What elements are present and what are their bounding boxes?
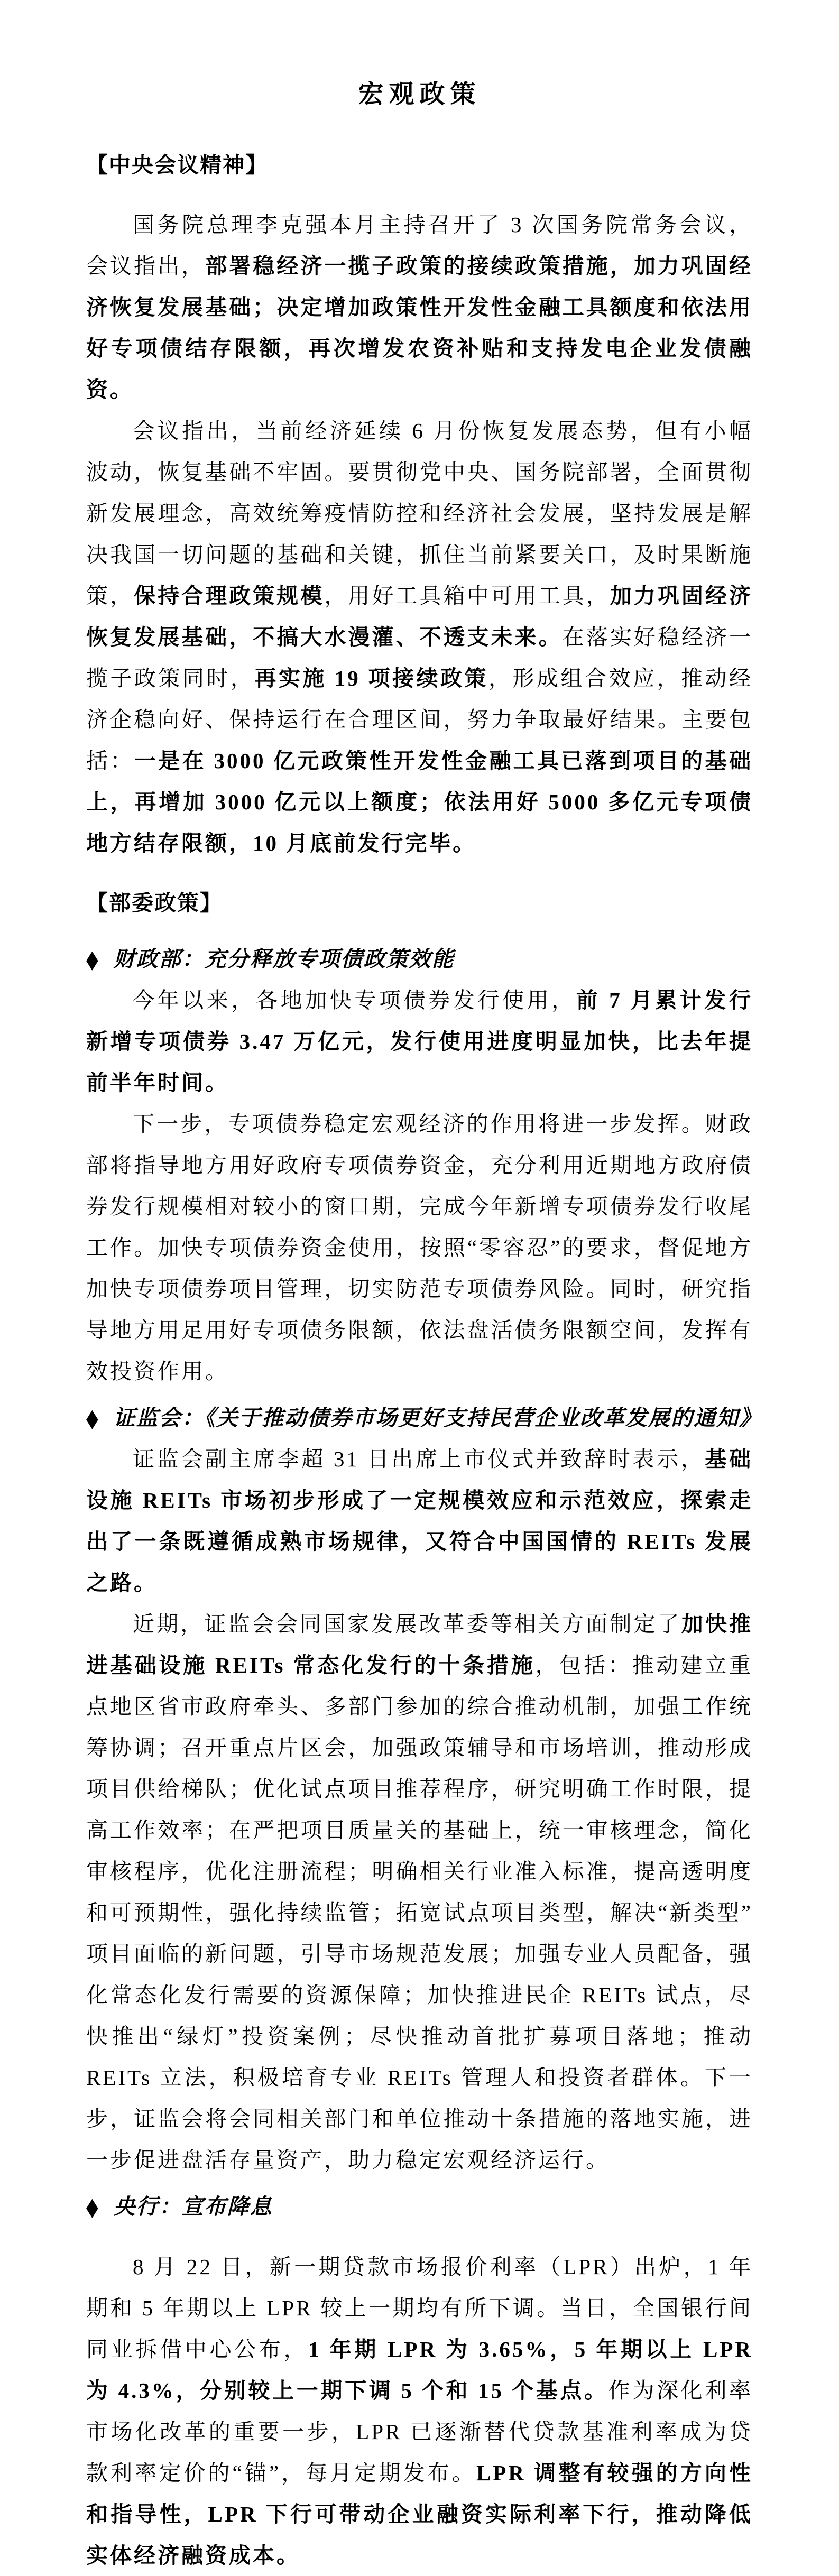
- page-title: 宏观政策: [358, 80, 481, 108]
- text-run: 部署稳经济一揽子政策的接续政策措施，加力巩固经济恢复发展基础；决定增加政策性开发性金融工具额度和依法用好专项债结存限额，再次增发农资补贴和支持发电企业发债融资。: [86, 254, 753, 402]
- bullet-heading-label: 央行：宣布降息: [113, 2194, 273, 2219]
- text-run: 保持合理政策规模: [134, 584, 325, 608]
- document-sections: [86, 144, 762, 2576]
- bullet-heading: [86, 938, 753, 980]
- text-run: 证监会副主席李超 31 日出席上市仪式并致辞时表示，: [133, 1447, 705, 1471]
- bullet-heading: [86, 1397, 762, 1438]
- text-run: 近期，证监会会同国家发展改革委等相关方面制定了: [133, 1612, 681, 1636]
- paragraph: [86, 1103, 753, 1392]
- text-run: 一是在 3000 亿元政策性开发性金融工具已落到项目的基础上，再增加 3000 亿元以上额度；依法用好 5000 多亿元专项债地方结存限额，10 月底前发行完毕。: [86, 749, 753, 855]
- bullet-heading-label: 证监会：《关于推动债券市场更好支持民营企业改革发展的通知》: [113, 1406, 762, 1430]
- text-run: 会议指出，当前经济延续 6 月份恢复发展态势，但有小幅波动，恢复基础不牢固。要贯彻党中央、国务院部署，全面贯彻新发展理念，高效统筹疫情防控和经济社会发展，坚持发展是解决我国一切问题的基础和关键，抓住当前紧要关口，及时果断施策，: [86, 419, 753, 608]
- paragraph: [86, 410, 753, 864]
- paragraph: [86, 2246, 753, 2576]
- text-run: 下一步，专项债券稳定宏观经济的作用将进一步发挥。财政部将指导地方用好政府专项债券资金，充分利用近期地方政府债券发行规模相对较小的窗口期，完成今年新增专项债券发行收尾工作。加快专项债券资金使用，按照“零容忍”的要求，督促地方加快专项债券项目管理，切实防范专项债券风险。同时，研究指导地方用足用好专项债务限额，依法盘活债务限额空间，发挥有效投资作用。: [86, 1112, 753, 1383]
- text-run: 基础设施 REITs 市场初步形成了一定规模效应和示范效应，探索走出了一条既遵循成熟市场规律，又符合中国国情的 REITs 发展之路。: [86, 1447, 753, 1595]
- text-run: ，形成组合效应，推动经济企稳向好、保持运行在合理区间，努力争取最好结果。主要包括：: [86, 666, 753, 773]
- paragraph: [86, 1603, 753, 2181]
- text-run: LPR 调整有较强的方向性和指导性，LPR 下行可带动企业融资实际利率下行，推动降低实体经济融资成本。: [86, 2461, 753, 2568]
- section-heading: 【部委政策】: [86, 891, 223, 915]
- text-run: 在落实好稳经济一揽子政策同时，: [86, 625, 753, 690]
- text-run: 今年以来，各地加快专项债券发行使用，: [133, 988, 576, 1012]
- text-run: 1 年期 LPR 为 3.65%，5 年期以上 LPR 为 4.3%，分别较上一期下调 5 个和 15 个基点。: [86, 2337, 753, 2403]
- diamond-bullet-icon: ◆: [86, 945, 99, 973]
- paragraph: [86, 1438, 753, 1603]
- diamond-bullet-icon: ◆: [86, 1404, 99, 1432]
- text-run: ，用好工具箱中可用工具，: [324, 584, 610, 608]
- text-run: 8 月 22 日，新一期贷款市场报价利率（LPR）出炉，1 年期和 5 年期以上 LPR 较上一期均有所下调。当日，全国银行间同业拆借中心公布，: [86, 2255, 753, 2361]
- paragraph: [86, 204, 753, 410]
- text-run: 前 7 月累计发行新增专项债券 3.47 万亿元，发行使用进度明显加快，比去年提前半年时间。: [86, 988, 753, 1095]
- bullet-heading-label: 财政部：充分释放专项债政策效能: [113, 947, 455, 971]
- text-run: 再实施 19 项接续政策: [254, 666, 488, 690]
- text-run: 作为深化利率市场化改革的重要一步，LPR 已逐渐替代贷款基准利率成为贷款利率定价的“锚”，每月定期发布。: [86, 2378, 753, 2485]
- text-run: ，包括：推动建立重点地区省市政府牵头、多部门参加的综合推动机制，加强工作统筹协调；召开重点片区会，加强政策辅导和市场培训，推动形成项目供给梯队；优化试点项目推荐程序，研究明确工作时限，提高工作效率；在严把项目质量关的基础上，统一审核理念，简化审核程序，优化注册流程；明确相关行业准入标准，提高透明度和可预期性，强化持续监管；拓宽试点项目类型，解决“新类型”项目面临的新问题，引导市场规范发展；加强专业人员配备，强化常态化发行需要的资源保障；加快推进民企 REITs 试点，尽快推出“绿灯”投资案例；尽快推动首批扩募项目落地；推动 REITs 立法，积极培育专业 REITs 管理人和投资者群体。下一步，证监会将会同相关部门和单位推动十条措施的落地实施，进一步促进盘活存量资产，助力稳定宏观经济运行。: [86, 1653, 753, 2172]
- text-run: 加快推进基础设施 REITs 常态化发行的十条措施: [86, 1612, 753, 1677]
- diamond-bullet-icon: ◆: [86, 2192, 99, 2221]
- paragraph: [86, 980, 753, 1103]
- text-run: 国务院总理李克强本月主持召开了 3 次国务院常务会议，会议指出，: [86, 213, 753, 278]
- text-run: 加力巩固经济恢复发展基础，不搞大水漫灌、不透支未来。: [86, 584, 753, 649]
- section-heading: 【中央会议精神】: [86, 153, 268, 177]
- bullet-heading: [86, 2186, 753, 2227]
